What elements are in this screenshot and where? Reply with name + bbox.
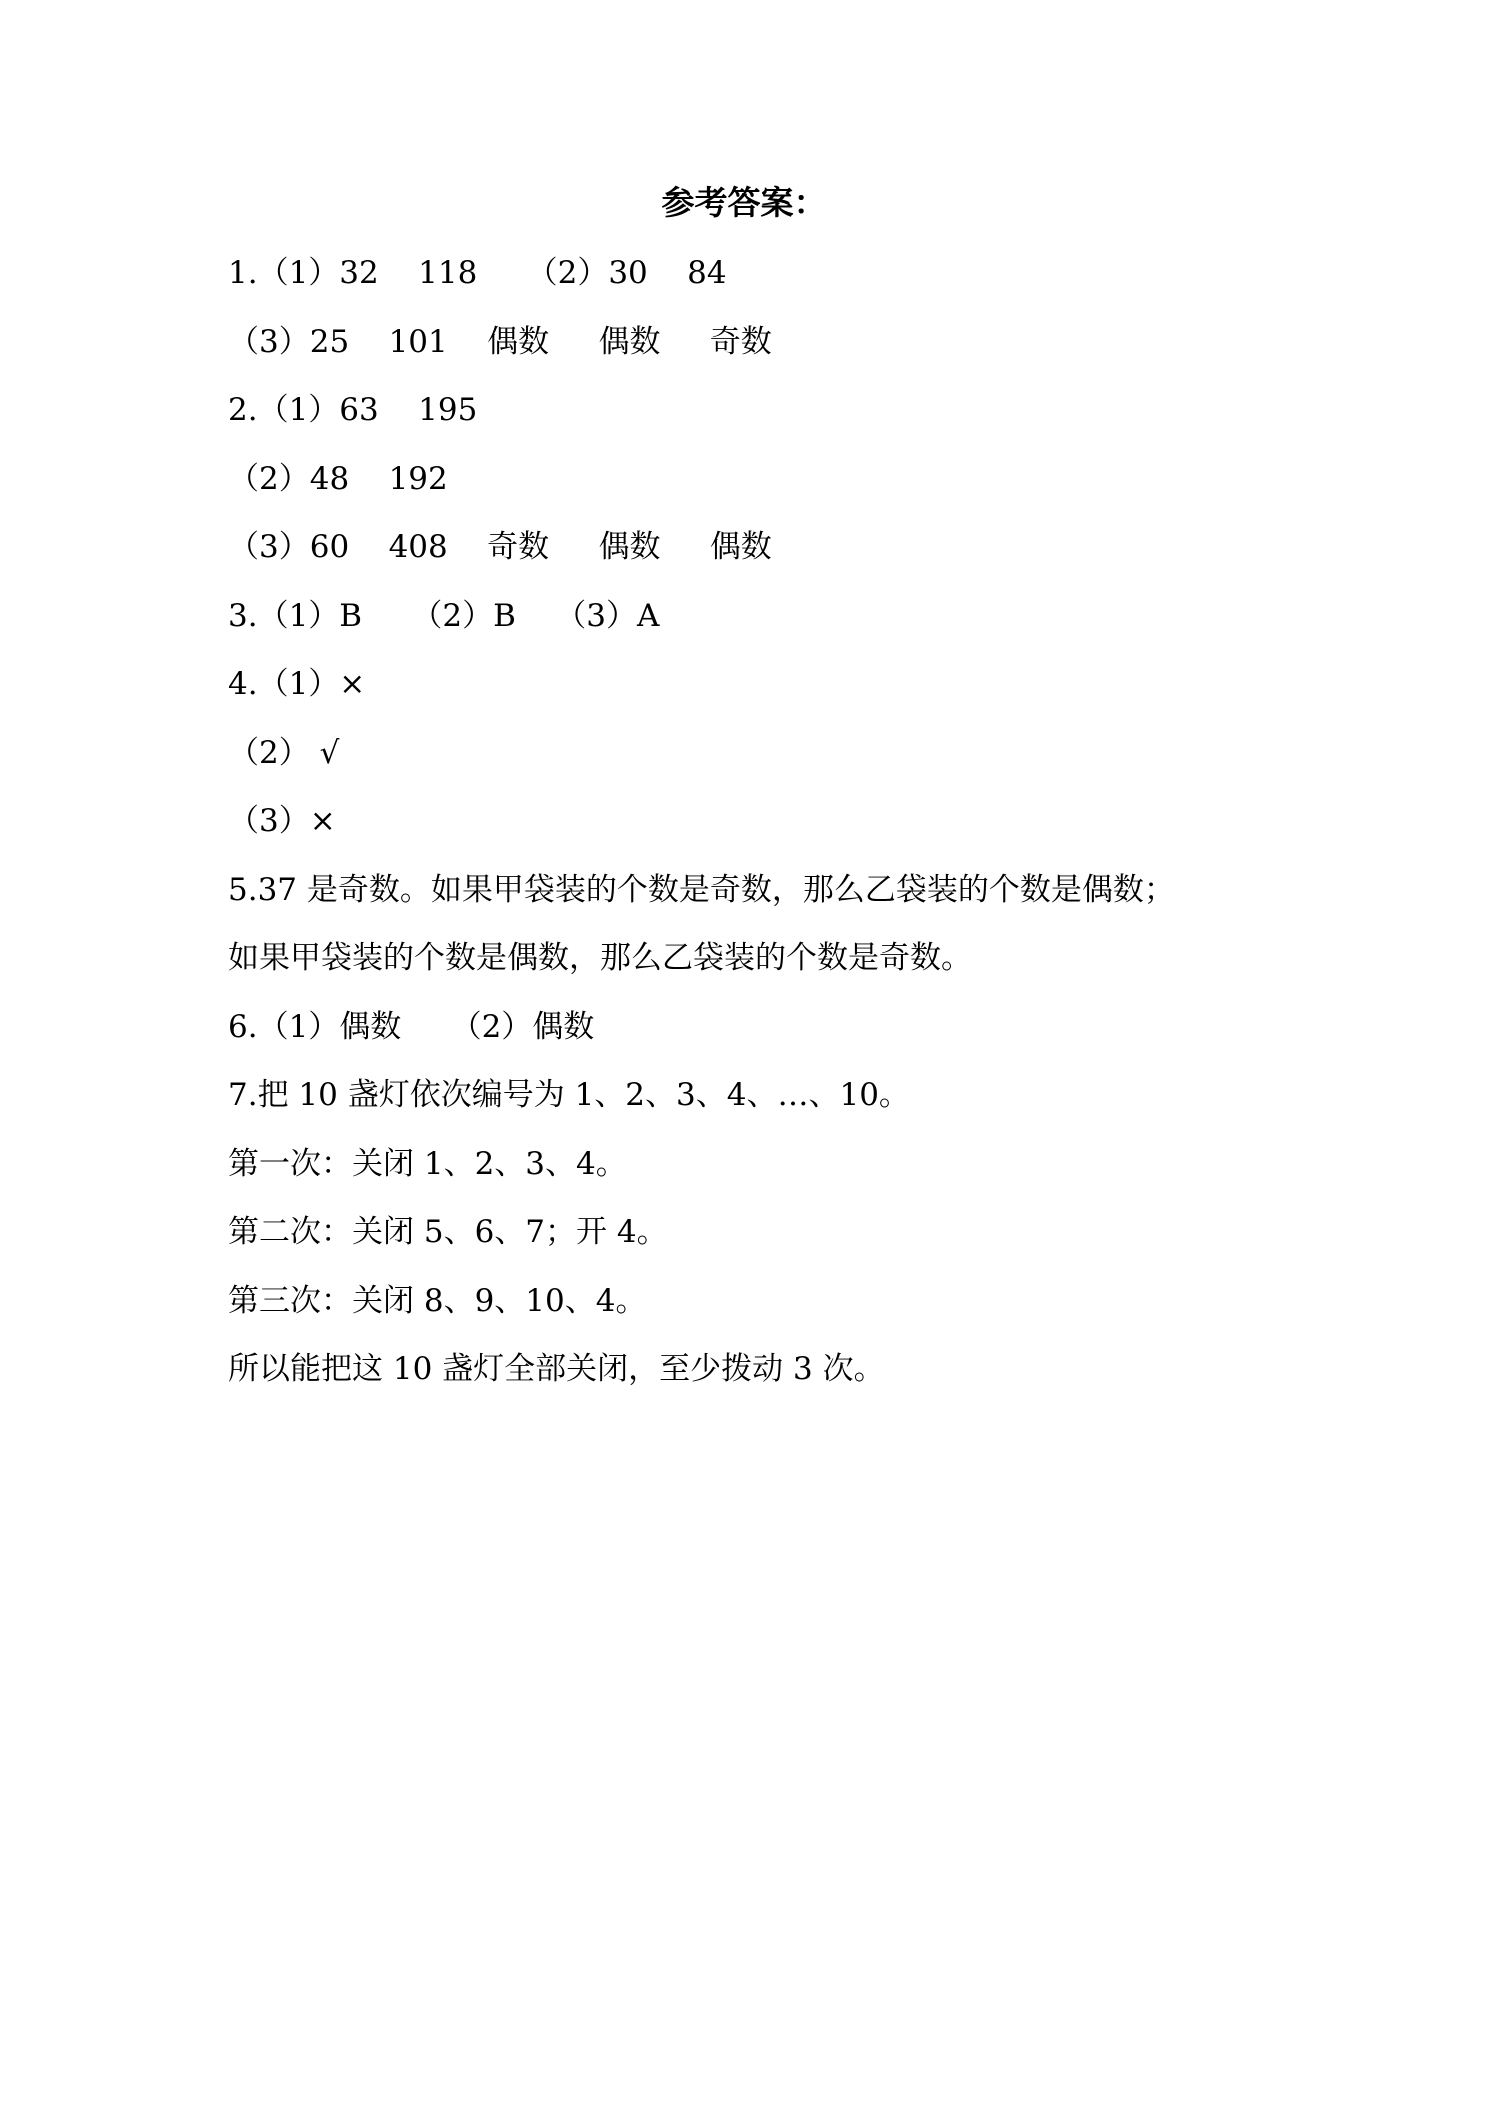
answer-line-2: 2.（1）63 195 — [228, 392, 478, 428]
answer-line-7: 7.把 10 盏灯依次编号为 1、2、3、4、…、10。 — [228, 1077, 910, 1113]
answer-line-4-part-3: （3）× — [228, 803, 336, 839]
answer-line-7-step-1: 第一次：关闭 1、2、3、4。 — [228, 1145, 627, 1182]
answer-line-7-conclusion: 所以能把这 10 盏灯全部关闭，至少拨动 3 次。 — [228, 1351, 885, 1387]
answer-line-7-step-2: 第二次：关闭 5、6、7；开 4。 — [228, 1214, 668, 1250]
page-title: 参考答案： — [661, 183, 827, 222]
answer-line-5: 5.37 是奇数。如果甲袋装的个数是奇数，那么乙袋装的个数是偶数； — [228, 871, 1175, 908]
answer-line-4: 4.（1）× — [228, 666, 366, 702]
answer-line-5-continued: 如果甲袋装的个数是偶数，那么乙袋装的个数是奇数。 — [228, 940, 972, 976]
answer-line-6: 6.（1）偶数 （2）偶数 — [228, 1008, 595, 1045]
answer-line-7-step-3: 第三次：关闭 8、9、10、4。 — [228, 1282, 647, 1319]
answer-line-3: 3.（1）B （2）B （3）A — [228, 597, 660, 634]
answer-list — [228, 250, 1368, 1415]
answer-line-2-part-2: （2）48 192 — [228, 460, 448, 497]
answer-line-1-part-3: （3）25 101 偶数 偶数 奇数 — [228, 323, 772, 360]
answer-line-1: 1.（1）32 118 （2）30 84 — [228, 255, 727, 291]
answer-line-2-part-3: （3）60 408 奇数 偶数 偶数 — [228, 529, 772, 565]
answer-line-4-part-2: （2） √ — [228, 734, 340, 771]
